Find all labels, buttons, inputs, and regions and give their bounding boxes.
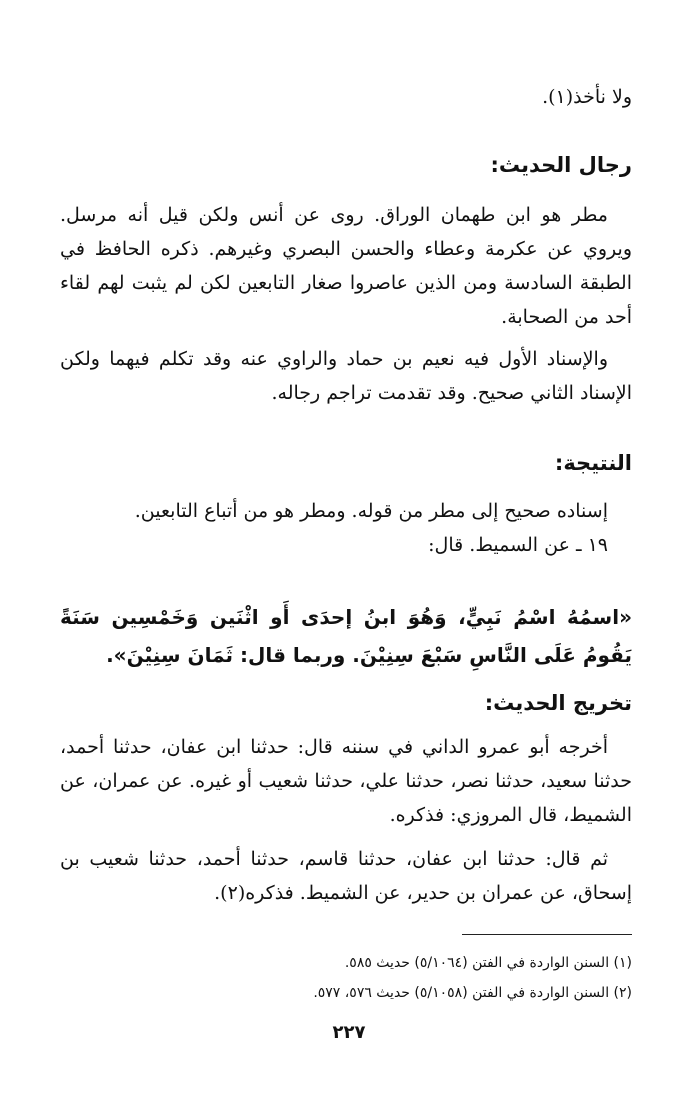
hadith-quote: «اسمُهُ اسْمُ نَبِيٍّ، وَهُوَ ابنُ إحدَى أَو اثْنَين وَخَمْسِين سَنَةً يَقُومُ عَلَى النَّاسِ سَبْعَ سِنِيْنَ. وربما قال: ثَمَانَ سِنِيْنَ». <box>60 605 632 667</box>
takhrij-body-2 <box>60 842 632 910</box>
section-heading-takhrij: تخريج الحديث: <box>484 691 632 715</box>
narrators-body-2 <box>60 342 632 410</box>
page-number: ٢٢٧ <box>332 1022 366 1043</box>
result-body <box>60 494 632 562</box>
quote-block <box>60 578 632 694</box>
intro-line: ولا نأخذ(١). <box>542 86 632 108</box>
section-heading-narrators: رجال الحديث: <box>490 153 632 177</box>
narrators-body <box>60 198 632 334</box>
result-paragraph: إسناده صحيح إلى مطر من قوله. ومطر هو من أتباع التابعين. <box>134 500 608 522</box>
takhrij-body <box>60 730 632 832</box>
hadith-number-line: ١٩ ـ عن السميط. قال: <box>428 534 608 556</box>
section-narrators <box>60 150 632 180</box>
narrators-paragraph-2: والإسناد الأول فيه نعيم بن حماد والراوي عنه وقد تكلم فيهما ولكن الإسناد الثاني صحيح. وقد تقدمت تراجم رجاله. <box>60 348 632 404</box>
takhrij-paragraph-1: أخرجه أبو عمرو الداني في سننه قال: حدثنا ابن عفان، حدثنا أحمد، حدثنا سعيد، حدثنا نصر، حدثنا علي، حدثنا شعيب أو غيره. عن عمران، عن الشميط، قال المروزي: فذكره. <box>60 736 632 826</box>
takhrij-paragraph-2: ثم قال: حدثنا ابن عفان، حدثنا قاسم، حدثنا أحمد، حدثنا شعيب بن إسحاق، عن عمران بن حدير، عن الشميط. فذكره(٢). <box>60 848 632 904</box>
footnote-divider <box>462 934 632 935</box>
footnote-2: (٢) السنن الواردة في الفتن (٥/١٠٥٨) حديث ٥٧٦، ٥٧٧. <box>313 985 632 1001</box>
section-takhrij <box>60 688 632 718</box>
section-result <box>60 448 632 478</box>
intro-block <box>60 80 632 114</box>
section-heading-result: النتيجة: <box>554 451 632 475</box>
narrators-paragraph-1: مطر هو ابن طهمان الوراق. روى عن أنس ولكن قيل أنه مرسل. ويروي عن عكرمة وعطاء والحسن البصري وغيرهم. ذكره الحافظ في الطبقة السادسة ومن الذين عاصروا صغار التابعين لكن لم يثبت لهم لقاء أحد من الصحابة. <box>60 204 632 328</box>
footnote-1: (١) السنن الواردة في الفتن (٥/١٠٦٤) حديث ٥٨٥. <box>344 955 632 971</box>
